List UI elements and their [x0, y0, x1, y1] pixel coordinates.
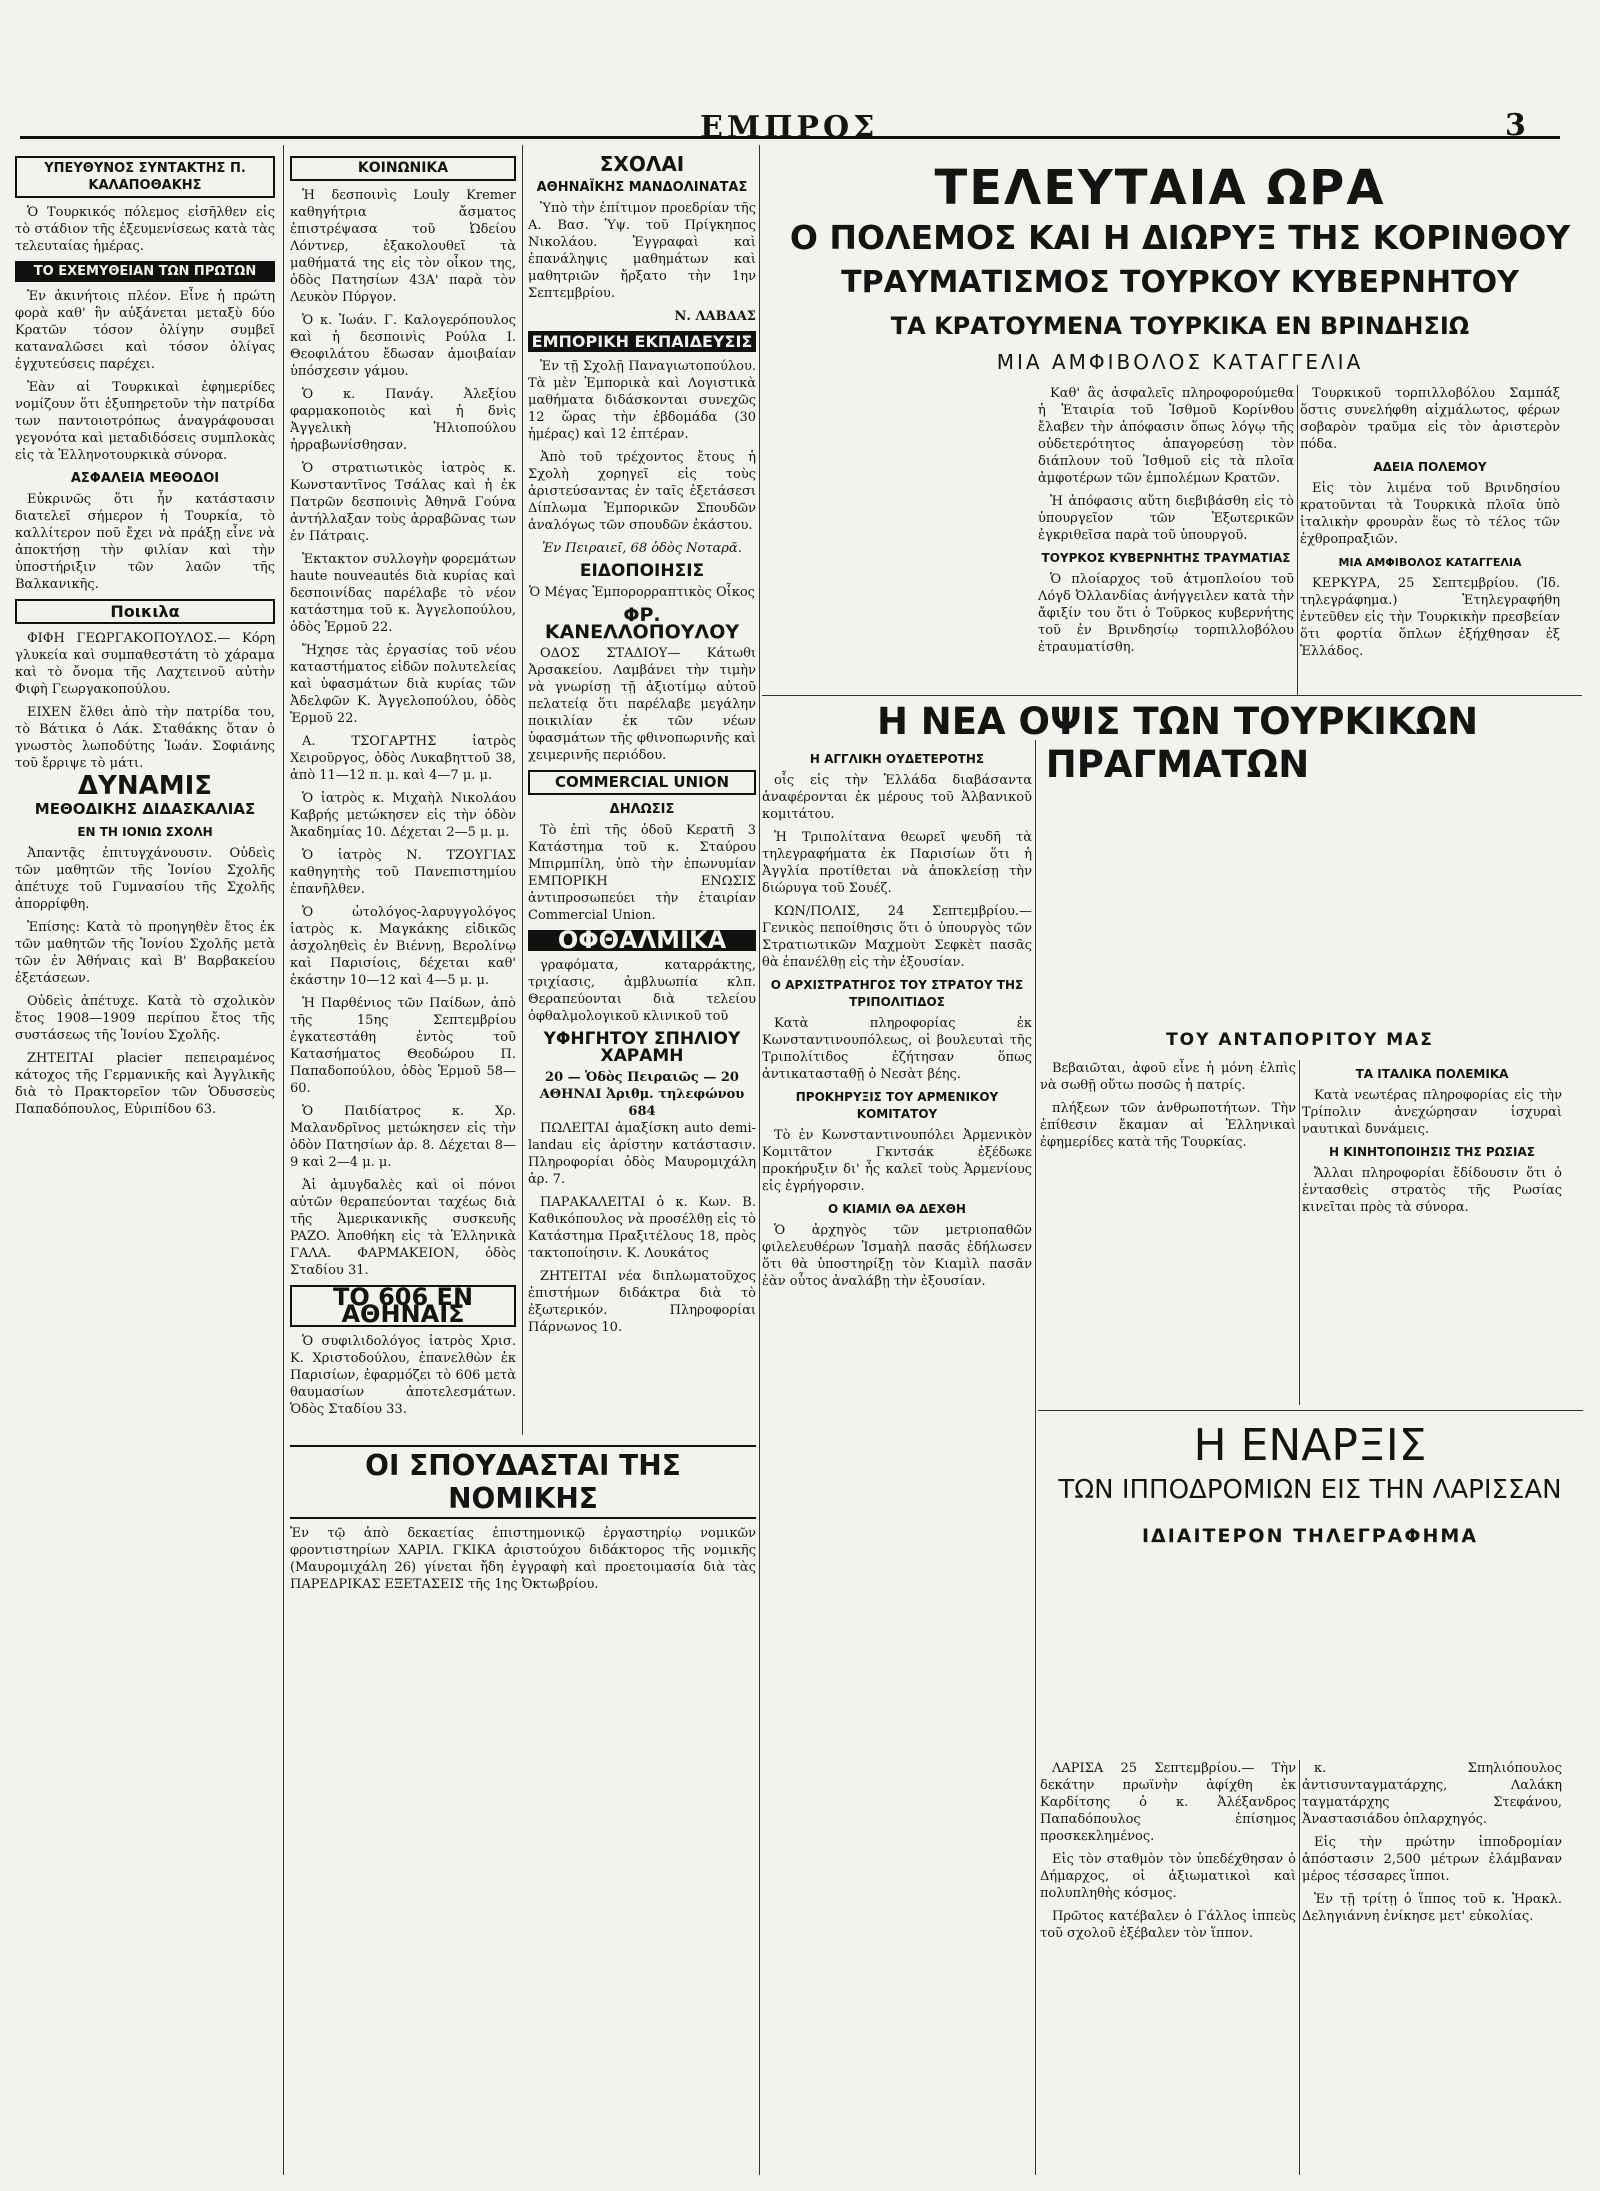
column-3	[528, 150, 756, 1335]
column-rule	[1299, 1060, 1300, 1405]
article-text: ΚΩΝ/ΠΟΛΙΣ, 24 Σεπτεμβρίου.— Γενικὸς πεποίθησις ὅτι ὁ ὑπουργὸς τῶν Στρατιωτικῶν Μαχμοὺτ Σεφκὲτ πασᾶς θὰ ἐπανέλθῃ εἰς τὴν ἐξουσίαν.	[762, 904, 1032, 970]
ad-heading: ΕΜΠΟΡΙΚΗ ΕΚΠΑΙΔΕΥΣΙΣ	[528, 331, 756, 352]
ad-heading: ΦΡ. ΚΑΝΕΛΛΟΠΟΥΛΟΥ	[544, 604, 740, 643]
ad-text: Ἀπὸ τοῦ τρέχοντος ἔτους ἡ Σχολὴ χορηγεῖ εἰς τοὺς ἀριστεύσαντας ἐν ταῖς ἐξετάσεσι Δίπλωμα Ἐμπορικῶν Σπουδῶν ἀναλόγως τῶν σπουδῶν ἐκάστου.	[528, 450, 756, 533]
ad-heading: ΤΟ 606 ΕΝ ΑΘΗΝΑΙΣ	[290, 1285, 516, 1327]
ad-text: Ἐν τῇ Σχολῇ Παναγιωτοπούλου. Τὰ μὲν Ἐμπορικὰ καὶ Λογιστικὰ μαθήματα διδάσκονται συνεχῶς 12 ὥρας τὴν ἑβδομάδα (30 ἡμέρας) καὶ 12 ἐπτέραν.	[528, 359, 756, 442]
headline-opening: Η ΕΝΑΡΞΙΣ	[1193, 1420, 1427, 1471]
article-text: Ἐὰν αἱ Τουρκικαὶ ἐφημερίδες νομίζουν ὅτι ἐξυπηρετοῦν τὴν πατρίδα των παντοιοτρόπως ἀναγράφουσαι γεγονότα καὶ μεταδιδόσεις συμπλοκὰς εἰς τὰ Ἑλληνοτουρκικὰ σύνορα.	[15, 380, 275, 463]
article-text: Καθ' ἃς ἀσφαλεῖς πληροφορούμεθα ἡ Ἑταιρία τοῦ Ἰσθμοῦ Κορίνθου ἔλαβεν τὴν ἀπόφασιν ὅπως λόγῳ τῆς οὐδετερότητος ἀπαγορεύσῃ τὸν διάπλουν τοῦ Ἰσθμοῦ εἰς τὰ πλοῖα ἀμφοτέρων τῶν ἐμπολέμων Κρατῶν.	[1038, 386, 1294, 486]
headline-telegram: ΙΔΙΑΙΤΕΡΟΝ ΤΗΛΕΓΡΑΦΗΜΑ	[1141, 1525, 1479, 1547]
ad-text: Τὸ ἐπὶ τῆς ὁδοῦ Κερατῆ 3 Κατάστημα τοῦ κ. Σταύρου Μπιρμπίλη, ὑπὸ τὴν ἐπωνυμίαν ΕΜΠΟΡΙΚΗ ΕΝΩΣΙΣ ἀντιπροσωπεύει τὴν ἑταιρίαν Commercial Union.	[528, 823, 756, 923]
column-rule	[1035, 740, 1036, 2175]
article-text: Εἰς τὸν λιμένα τοῦ Βρινδησίου κρατοῦνται τὰ Τουρκικὰ πλοῖα ὑπὸ ἰταλικὴν φρουρὰν ἕως τὸ τέλος τῶν ἐχθροπραξιῶν.	[1300, 481, 1560, 547]
article-text: ΛΑΡΙΣΑ 25 Σεπτεμβρίου.— Τὴν δεκάτην πρωϊνὴν ἀφίχθη ἐκ Καρδίτσης ὁ κ. Ἀλέξανδρος Παπαδόπουλος ἐπίσημος προσκεκλημένος.	[1040, 1761, 1296, 1844]
article-text: Εἰς τὸν σταθμὸν τὸν ὑπεδέχθησαν ὁ Δήμαρχος, οἱ ἀξιωματικοὶ καὶ πολυπληθὴς κόσμος.	[1040, 1852, 1296, 1901]
column-7	[1040, 1060, 1296, 1400]
ad-text: Ἐν τῷ ἀπὸ δεκαετίας ἐπιστημονικῷ ἐργαστηρίῳ νομικῶν φροντιστηρίων ΧΑΡΙΛ. ΓΚΙΚΑ ἀριστούχου διδάκτορος τῆς νομικῆς (Μαυρομιχάλη 26) γίνεται ἤδη ἐγγραφὴ καὶ προετοιμασία διὰ τὰς ΠΑΡΕΔΡΙΚΑΣ ΕΞΕΤΑΣΕΙΣ τῆς 1ης Ὀκτωβρίου.	[290, 1526, 756, 1592]
column-4	[762, 745, 1032, 2175]
social-note: Ἐκτακτον συλλογὴν φορεμάτων haute nouveautés διὰ κυρίας καὶ δεσποινίδας παρέλαβε τὸ νέον κατάστημα τοῦ κ. Ἀγγελοπούλου, ὁδὸς Ἑρμοῦ 22.	[290, 552, 516, 635]
section-heading: ΚΟΙΝΩΝΙΚΑ	[290, 156, 516, 181]
article-text: Κατὰ νεωτέρας πληροφορίας εἰς τὴν Τρίπολιν ἀνεχώρησαν ἰσχυραὶ ναυτικαὶ δυνάμεις.	[1302, 1088, 1562, 1137]
article-text: Κατὰ πληροφορίας ἐκ Κωνσταντινουπόλεως, οἱ βουλευταὶ τῆς Τριπολίτιδος ἐζήτησαν ὅπως ἀντικατασταθῇ ὁ Νεσὰτ βέης.	[762, 1016, 1032, 1082]
section-heading: ΤΑ ΙΤΑΛΙΚΑ ΠΟΛΕΜΙΚΑ	[1355, 1067, 1509, 1081]
column-2	[290, 150, 516, 1417]
article-text: Ὁ Τουρκικός πόλεμος εἰσῆλθεν εἰς τὸ στάδιον τῆς ἐξευμενίσεως κατὰ τὰς τελευταίας ἡμέρας.	[15, 205, 275, 254]
section-heading: ΠΡΟΚΗΡΥΞΙΣ ΤΟΥ ΑΡΜΕΝΙΚΟΥ ΚΟΜΙΤΑΤΟΥ	[795, 1090, 999, 1121]
masthead-rule	[20, 136, 1560, 139]
column-rule	[283, 145, 284, 2175]
headline-last-hour: ΤΕΛΕΥΤΑΙΑ ΩΡΑ	[934, 160, 1386, 216]
column-10	[1302, 1760, 1562, 2170]
ad-subheading: ΑΘΗΝΑΪΚΗΣ ΜΑΝΔΟΛΙΝΑΤΑΣ	[536, 180, 748, 195]
social-note: Ὁ κ. Πανάγ. Ἀλεξίου φαρμακοποιὸς καὶ ἡ δνὶς Ἀγγελικὴ Ἠλιοπούλου ἠρραβωνίσθησαν.	[290, 387, 516, 453]
social-note: Ὁ κ. Ἰωάν. Γ. Καλογερόπουλος καὶ ἡ δεσποινὶς Ρούλα Ι. Θεοφιλάτου ἔδωσαν ἀμοιβαίαν ὑπόσχεσιν γάμου.	[290, 313, 516, 379]
ad-heading: ΔΥΝΑΜΙΣ	[77, 771, 213, 801]
section-heading: ΤΟΥΡΚΟΣ ΚΥΒΕΡΝΗΤΗΣ ΤΡΑΥΜΑΤΙΑΣ	[1041, 551, 1291, 565]
address: 20 — Ὁδὸς Πειραιῶς — 20 ΑΘΗΝΑΙ Ἀριθμ. τηλεφώνου 684	[539, 1070, 745, 1119]
classified-ad: ΖΗΤΕΙΤΑΙ νέα διπλωματοῦχος ἐπιστήμων διδάκτρα διὰ τὸ ἐξωτερικόν. Πληροφορίαι Πάρνωνος 10.	[528, 1269, 756, 1335]
section-rule	[762, 695, 1582, 696]
section-heading: ΜΙΑ ΑΜΦΙΒΟΛΟΣ ΚΑΤΑΓΓΕΛΙΑ	[1338, 556, 1522, 569]
social-note: Ἤχησε τὰς ἐργασίας τοῦ νέου καταστήματος εἰδῶν πολυτελείας καὶ ὑφασμάτων διὰ κυρίας τῶν Ἀδελφῶν Κ. Ἀγγελοπούλου, ὁδὸς Ἑρμοῦ 22.	[290, 643, 516, 726]
article-text: Βεβαιῶται, ἀφοῦ εἶνε ἡ μόνη ἐλπὶς νὰ σωθῇ οὕτω ποσῶς ἡ πατρίς.	[1040, 1061, 1296, 1093]
section-rule	[1038, 1410, 1583, 1411]
ad-text: ΟΔΟΣ ΣΤΑΔΙΟΥ— Κάτωθι Ἀρσακείου. Λαμβάνει τὴν τιμὴν νὰ γνωρίσῃ τῇ ἀξιοτίμῳ αὐτοῦ πελατείᾳ ὅτι παρέλαβε μεγάλην ποικιλίαν ἐκ τῶν νέων ὑφασμάτων τῆς φθινοπωρινῆς καὶ χειμερινῆς περιόδου.	[528, 646, 756, 763]
article-text: Τὸ ἐν Κωνσταντινουπόλει Ἀρμενικὸν Κομιτᾶτον Γκντσάκ ἐξέδωκε προκήρυξιν δι' ἧς καλεῖ τοὺς Ἀρμενίους εἰς ἐγρήγορσιν.	[762, 1128, 1032, 1194]
responsible-editor: ΥΠΕΥΘΥΝΟΣ ΣΥΝΤΑΚΤΗΣ Π. ΚΑΛΑΠΟΘΑΚΗΣ	[15, 156, 275, 198]
article-text: Ὁ πλοίαρχος τοῦ ἀτμοπλοίου τοῦ Λόγδ Ὀλλανδίας ἀνήγγειλεν κατὰ τὴν ἄφιξίν του ὅτι ὁ Τοῦρκος κυβερνήτης τοῦ ἐν Βρινδησίῳ τορπιλλοβόλου ἐτραυματίσθη.	[1038, 572, 1294, 655]
article-text: Ἐπίσης: Κατὰ τὸ προηγηθὲν ἔτος ἐκ τῶν μαθητῶν τῆς Ἰονίου Σχολῆς μετὰ τῶν ἐν Ἀθήναις καὶ Β' Βαρβακείου ἐξετάσεων.	[15, 920, 275, 986]
page-number: 3	[1505, 108, 1526, 143]
social-note: Ἀἱ ἀμυγδαλὲς καὶ οἱ πόνοι αὐτῶν θεραπεύονται ταχέως διὰ τῆς Ἀμερικανικῆς συσκευῆς PAZO. Ἀποθήκη εἰς τὰ Ἐλληνικὰ ΓΑΛΑ. ΦΑΡΜΑΚΕΙΟΝ, ὁδὸς Σταδίου 31.	[290, 1178, 516, 1278]
article-text: Ἄλλαι πληροφορίαι ἔδίδουσιν ὅτι ὁ ἐντασθεὶς στρατὸς τῆς Ρωσίας κινεῖται πρὸς τὰ σύνορα.	[1302, 1166, 1562, 1215]
ad-heading: ΣΧΟΛΑΙ	[599, 152, 685, 176]
ad-text: Ὁ Μέγας Ἐμπορορραπτικὸς Οἶκος	[529, 585, 755, 600]
article-text: πλήξεων τῶν ἀνθρωποτήτων. Τὴν ἐπίθεσιν ἔκαμαν αἱ Ἑλληνικαὶ ἐφημερίδες κατὰ τῆς Τουρκίας.	[1040, 1101, 1296, 1150]
column-rule	[1297, 385, 1298, 695]
article-text: Ἡ Τριπολίτανα θεωρεῖ ψευδῆ τὰ τηλεγραφήματα ἐκ Παρισίων ὅτι ἡ Ἀγγλία προτίθεται νὰ ἀποκλείσῃ τὴν διώρυγα τοῦ Σουέζ.	[762, 830, 1032, 896]
headline-correspondent: ΤΟΥ ΑΝΤΑΠΟΡΙΤΟΥ ΜΑΣ	[1166, 1030, 1434, 1050]
classified-ad: ΠΑΡΑΚΑΛΕΙΤΑΙ ὁ κ. Κων. Β. Καθικόπουλος νὰ προσέλθῃ εἰς τὸ Κατάστημα Πραξιτέλους 18, πρὸς τακτοποίησιν. Κ. Λουκάτος	[528, 1195, 756, 1261]
ad-subheading: ΔΗΛΩΣΙΣ	[609, 802, 675, 817]
headline-brindisi: ΤΑ ΚΡΑΤΟΥΜΕΝΑ ΤΟΥΡΚΙΚΑ ΕΝ ΒΡΙΝΔΗΣΙΩ	[890, 312, 1470, 340]
ad-heading: ΟΙ ΣΠΟΥΔΑΣΤΑΙ ΤΗΣ ΝΟΜΙΚΗΣ	[290, 1445, 756, 1519]
article-text: Ἐν ἀκινήτοις πλέον. Εἶνε ἡ πρώτη φορὰ καθ' ἣν αὐξάνεται μεταξὺ δύο Κρατῶν τόσον ὀλίγην συμβεῖ καταναλῶσει καὶ τόσον ὀλίγας ἐγχυτεύσεις παρέχει.	[15, 289, 275, 372]
ad-subheading: ΕΝ ΤΗ ΙΟΝΙΩ ΣΧΟΛΗ	[77, 825, 213, 839]
ad-text: γραφόματα, καταρράκτης, τριχίασις, ἀμβλυωπία κλπ. Θεραπεύονται διὰ τελείου ὀφθαλμολογικοῦ κλινικοῦ τοῦ	[528, 958, 756, 1024]
section-heading: ΤΟ ΕΧΕΜΥΘΕΙΑΝ ΤΩΝ ΠΡΩΤΩΝ	[15, 261, 275, 282]
article-text: Εἰς τὴν πρώτην ἱπποδρομίαν ἀπόστασιν 2,500 μέτρων ἐλάμβαναν μέρος τέσσαρες ἵπποι.	[1302, 1835, 1562, 1884]
social-note: Ἡ Παρθένιος τῶν Παίδων, ἀπὸ τῆς 15ης Σεπτεμβρίου ἐγκατεστάθη ἐντὸς τοῦ Κατασήματος Θεοδώρου Π. Παπαδοπούλου, ὁδὸς Ἑρμοῦ 58—60.	[290, 996, 516, 1096]
signature: Ν. ΛΑΒΔΑΣ	[674, 309, 756, 324]
social-note: Ὁ στρατιωτικὸς ἰατρὸς κ. Κωνσταντῖνος Τσάλας καὶ ἡ ἐκ Πατρῶν δεσποινὶς Ἀθηνᾶ Γούνα ἀντήλλαξαν τοὺς ἀρραβῶνας των ἐν Πάτραις.	[290, 461, 516, 544]
ad-heading: COMMERCIAL UNION	[528, 770, 756, 795]
ad-heading: ΟΦΘΑΛΜΙΚΑ	[528, 930, 756, 951]
article-text: οἷς εἰς τὴν Ἑλλάδα διαβάσαντα ἀναφέρονται ἐκ μέρους τοῦ Ἀλβανικοῦ κομιτάτου.	[762, 773, 1032, 822]
section-heading: ΑΔΕΙΑ ΠΟΛΕΜΟΥ	[1373, 460, 1487, 474]
ad-subheading: ΜΕΘΟΔΙΚΗΣ ΔΙΔΑΣΚΑΛΙΑΣ	[34, 800, 256, 818]
article-text: Ὁ ἀρχηγὸς τῶν μετριοπαθῶν φιλελευθέρων Ἰσμαὴλ πασᾶς ἐδήλωσεν ὅτι θὰ ὑποστηρίξῃ τὸν Κιαμὶλ πασᾶν ἐὰν οὗτος ἀναλάβῃ τὴν ἐξουσίαν.	[762, 1223, 1032, 1289]
social-note: Ὁ ἰατρὸς Ν. ΤΖΟΥΓΙΑΣ καθηγητὴς τοῦ Πανεπιστημίου ἐπανῆλθεν.	[290, 848, 516, 897]
article-text: ΦΙΦΗ ΓΕΩΡΓΑΚΟΠΟΥΛΟΣ.— Κόρη γλυκεία καὶ συμπαθεστάτη τὸ χάραμα καὶ τὸ ὄνομα τῆς Λαχτεινοῦ αὐτὴν Φιφὴ Γεωργακοπούλου.	[15, 631, 275, 697]
section-heading: ΑΣΦΑΛΕΙΑ ΜΕΘΟΔΟΙ	[70, 471, 220, 486]
paper-name: ΕΜΠΡΟΣ	[700, 110, 879, 145]
column-1	[15, 150, 275, 2175]
social-note: Ἡ δεσποινὶς Louly Kremer καθηγήτρια ἄσματος ἐπιστρέψασα τοῦ Ὠδείου Λόντνερ, ἐξακολουθεῖ τὰ μαθήματά της εἰς τὸν οἶκον της, ὁδὸς Πατησίων 43Α' παρὰ τὸν Λευκὸν Πύργον.	[290, 188, 516, 305]
ad-heading: ΥΦΗΓΗΤΟΥ ΣΠΗΛΙΟΥ ΧΑΡΑΜΗ	[543, 1029, 741, 1066]
social-note: Ὁ ἰατρὸς κ. Μιχαὴλ Νικολάου Καβρής μετώκησεν εἰς τὴν ὁδὸν Ἀκαδημίας 10. Δέχεται 2—5 μ. μ.	[290, 791, 516, 840]
column-rule	[522, 145, 523, 1435]
address: Ἐν Πειραιεῖ, 68 ὁδὸς Νοταρᾶ.	[542, 541, 742, 556]
classified-ad: ΖΗΤΕΙΤΑΙ placier πεπειραμένος κάτοχος τῆς Γερμανικῆς καὶ Ἀγγλικῆς διὰ τὸ Πρακτορεῖον τῶν Ὁδυσσεὺς Παπαδόπουλος, Εὐριπίδου 63.	[15, 1051, 275, 1117]
ad-text: Ὁ συφιλιδολόγος ἰατρὸς Χρισ. Κ. Χριστοδούλου, ἐπανελθὼν ἐκ Παρισίων, ἐφαρμόζει τὸ 606 μετὰ θαυμασίων ἀποτελεσμάτων. Ὁδὸς Σταδίου 33.	[290, 1334, 516, 1417]
article-text: Ἡ ἀπόφασις αὕτη διεβιβάσθη εἰς τὸ ὑπουργεῖον τῶν Ἐξωτερικῶν ἐγκριθεῖσα παρὰ τοῦ ὑπουργοῦ.	[1038, 494, 1294, 543]
article-text: Τουρκικοῦ τορπιλλοβόλου Σαμπάξ ὅστις συνελήφθη αἰχμάλωτος, φέρων σοβαρὸν τραῦμα εἰς τὸν ἀριστερὸν πόδα.	[1300, 386, 1560, 452]
headline-new-aspect: Η ΝΕΑ ΟΨΙΣ ΤΩΝ ΤΟΥΡΚΙΚΩΝ ΠΡΑΓΜΑΤΩΝ	[876, 700, 1479, 786]
section-heading: Η ΚΙΝΗΤΟΠΟΙΗΣΙΣ ΤΗΣ ΡΩΣΙΑΣ	[1329, 1145, 1535, 1159]
article-text: Ἀπαντᾷς ἐπιτυγχάνουσιν. Οὐδεὶς τῶν μαθητῶν τῆς Ἰονίου Σχολῆς ἀπέτυχε τοῦ Γυμνασίου τῆς Σχολῆς ἀπορρίφθη.	[15, 846, 275, 912]
social-note: Α. ΤΣΟΓΑΡΤΗΣ ἰατρὸς Χειροῦργος, ὁδὸς Λυκαβηττοῦ 38, ἀπὸ 11—12 π. μ. καὶ 4—7 μ. μ.	[290, 734, 516, 783]
ad-text: Ὑπὸ τὴν ἐπίτιμον προεδρίαν τῆς Α. Βασ. Ὑψ. τοῦ Πρίγκηπος Νικολάου. Ἐγγραφαὶ καὶ ἐπανάληψις μαθημάτων καὶ μαθητριῶν ἤρξατο τὴν 1ην Σεπτεμβρίου.	[528, 201, 756, 301]
column-rule	[759, 145, 760, 2175]
classified-ad: ΠΩΛΕΙΤΑΙ ἀμαξίσκη auto demi-landau εἰς ἀρίστην κατάστασιν. Πληροφορίαι ὁδὸς Μαυρομιχάλη ἀρ. 7.	[528, 1121, 756, 1187]
article-text: Πρῶτος κατέβαλεν ὁ Γάλλος ἱππεὺς τοῦ σχολοῦ ἐξέβαλεν τὸν ἵππον.	[1040, 1909, 1296, 1941]
social-note: Ὁ Παιδίατρος κ. Χρ. Μαλανδρῖνος μετώκησεν εἰς τὴν ὁδὸν Πατησίων ἀρ. 8. Δέχεται 8—9 καὶ 2—4 μ. μ.	[290, 1104, 516, 1170]
headline-horse-races: ΤΩΝ ΙΠΠΟΔΡΟΜΙΩΝ ΕΙΣ ΤΗΝ ΛΑΡΙΣΣΑΝ	[1058, 1475, 1562, 1505]
article-text: Εὐκρινῶς ὅτι ἦν κατάστασιν διατελεῖ σήμερον ἡ Τουρκία, τὸ καλλίτερον ποῦ ἔχει νὰ πράξῃ εἶνε νὰ ἀποκτήσῃ τὴν φιλίαν καὶ τὴν ὑποστήριξιν τῶν λαῶν τῆς Βαλκανικῆς.	[15, 492, 275, 592]
section-heading: Ποικιλα	[15, 599, 275, 624]
column-9	[1040, 1760, 1296, 2170]
column-5	[1038, 385, 1294, 690]
article-text: κ. Σπηλιόπουλος ἀντισυνταγματάρχης, Λαλάκη ταγματάρχης Στεφάνου, Ἀναστασιάδου ὁπλαρχηγός.	[1302, 1761, 1562, 1827]
social-note: Ὁ ὠτολόγος-λαρυγγολόγος ἰατρὸς κ. Μαγκάκης εἰδικῶς ἀσχοληθεὶς ἐν Βιέννῃ, Βερολίνῳ καὶ Παρισίοις, δέχεται καθ' ἑκάστην 10—12 καὶ 4—5 μ. μ.	[290, 905, 516, 988]
article-text: ΚΕΡΚΥΡΑ, 25 Σεπτεμβρίου. (Ἰδ. τηλεγράφημα.) Ἐτηλεγραφήθη ἐντεῦθεν εἰς τὴν Τουρκικὴν πρεσβείαν ὅτι φορτία ὅπλων ἐξήχθησαν ἐξ Ἑλλάδος.	[1300, 576, 1560, 659]
section-heading: Ο ΚΙΑΜΙΛ ΘΑ ΔΕΧΘΗ	[828, 1202, 966, 1216]
article-text: ΕΙΧΕΝ ἔλθει ἀπὸ τὴν πατρίδα του, τὸ Βάτικα ὁ Λάκ. Σταθάκης ὅταν ὁ γνωστὸς λωποδύτης Ἰωάν. Σοφιάνης τοῦ ἔρριψε τὸ μάτι.	[15, 705, 275, 771]
column-6	[1300, 385, 1560, 690]
section-heading: Η ΑΓΓΛΙΚΗ ΟΥΔΕΤΕΡΟΤΗΣ	[809, 752, 985, 766]
column-8	[1302, 1060, 1562, 1400]
article-text: Οὐδεὶς ἀπέτυχε. Κατὰ τὸ σχολικὸν ἔτος 1908—1909 περίπου ἔτος τῆς συστάσεως τῆς Ἰονίου Σχολῆς.	[15, 994, 275, 1043]
column-rule	[1299, 1760, 1300, 2175]
headline-wounded-governor: ΤΡΑΥΜΑΤΙΣΜΟΣ ΤΟΥΡΚΟΥ ΚΥΒΕΡΝΗΤΟΥ	[841, 265, 1519, 300]
ad-heading: ΕΙΔΟΠΟΙΗΣΙΣ	[579, 561, 705, 581]
headline-denunciation: ΜΙΑ ΑΜΦΙΒΟΛΟΣ ΚΑΤΑΓΓΕΛΙΑ	[996, 350, 1364, 374]
section-heading: Ο ΑΡΧΙΣΤΡΑΤΗΓΟΣ ΤΟΥ ΣΤΡΑΤΟΥ ΤΗΣ ΤΡΙΠΟΛΙΤΙΔΟΣ	[770, 978, 1024, 1009]
masthead	[0, 108, 1600, 145]
article-text: Ἐν τῇ τρίτῃ ὁ ἵππος τοῦ κ. Ἠρακλ. Δεληγιάννη ἐνίκησε μετ' εὐκολίας.	[1302, 1892, 1562, 1924]
law-students-ad	[290, 1445, 756, 1593]
headline-war-corinth: Ο ΠΟΛΕΜΟΣ ΚΑΙ Η ΔΙΩΡΥΞ ΤΗΣ ΚΟΡΙΝΘΟΥ	[789, 218, 1571, 257]
